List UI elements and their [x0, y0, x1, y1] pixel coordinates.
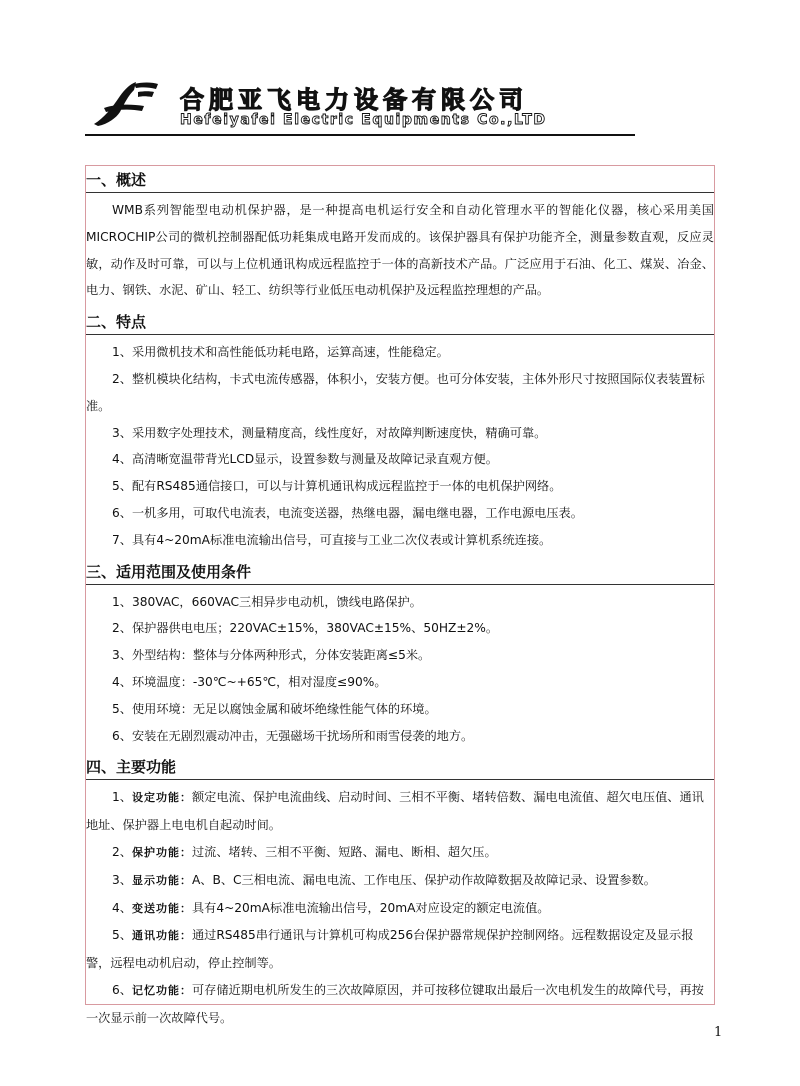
page-number: 1	[714, 1025, 723, 1040]
function-item	[86, 839, 714, 867]
function-item	[86, 784, 714, 839]
function-keyword: 设定功能：	[131, 791, 192, 805]
function-keyword: 保护功能：	[131, 845, 192, 859]
function-keyword: 显示功能：	[131, 873, 192, 887]
section-title-conditions: 三、适用范围及使用条件	[86, 560, 714, 585]
function-number: 2、	[112, 844, 132, 859]
feature-item: 4、高清晰宽温带背光LCD显示，设置参数与测量及故障记录直观方便。	[112, 452, 498, 467]
overview-paragraph: WMB系列智能型电动机保护器，是一种提高电机运行安全和自动化管理水平的智能化仪器，核心采用美国MICROCHIP公司的微机控制器配低功耗集成电路开发而成的。该保护器具有保护功能齐全，测量参数直观，反应灵敏，动作及时可靠，可以与上位机通讯构成远程监控于一体的高新技术产品。广泛应用于石油、化工、煤炭、冶金、电力、钢铁、水泥、矿山、轻工、纺织等行业低压电动机保护及远程监控理想的产品。	[86, 203, 714, 298]
document-body	[86, 168, 714, 1032]
function-text: A、B、C三相电流、漏电电流、工作电压、保护动作故障数据及故障记录、设置参数。	[191, 872, 656, 887]
feature-item: 7、具有4~20mA标准电流输出信号，可直接与工业二次仪表或计算机系统连接。	[112, 532, 552, 547]
condition-item: 5、使用环境：无足以腐蚀金属和破坏绝缘性能气体的环境。	[112, 701, 437, 716]
function-text: 过流、堵转、三相不平衡、短路、漏电、断相、超欠压。	[191, 844, 497, 859]
condition-item: 4、环境温度：-30℃~+65℃，相对湿度≤90%。	[112, 674, 387, 689]
condition-item: 3、外型结构：整体与分体两种形式，分体安装距离≤5米。	[112, 648, 431, 663]
condition-item: 6、安装在无剧烈震动冲击，无强磁场干扰场所和雨雪侵袭的地方。	[112, 728, 474, 743]
function-item	[86, 922, 714, 977]
function-number: 4、	[112, 900, 132, 915]
condition-item: 2、保护器供电电压；220VAC±15%，380VAC±15%、50HZ±2%。	[112, 621, 499, 636]
function-number: 5、	[112, 928, 132, 943]
function-text: 具有4~20mA标准电流输出信号，20mA对应设定的额定电流值。	[191, 900, 550, 915]
feature-item: 3、采用数字处理技术，测量精度高，线性度好，对故障判断速度快，精确可靠。	[112, 425, 547, 440]
feature-item: 1、采用微机技术和高性能低功耗电路，运算高速，性能稳定。	[112, 345, 449, 360]
function-text: 额定电流、保护电流曲线、启动时间、三相不平衡、堵转倍数、漏电电流值、超欠电压值、通讯地址、保护器上电电机自起动时间。	[86, 790, 704, 833]
section-title-functions: 四、主要功能	[86, 755, 714, 780]
function-item	[86, 895, 714, 923]
af-logo-icon	[90, 78, 160, 128]
function-item	[86, 977, 714, 1032]
section-title-features: 二、特点	[86, 310, 714, 335]
function-keyword: 变送功能：	[131, 901, 192, 915]
feature-item: 2、整机模块化结构，卡式电流传感器，体积小，安装方便。也可分体安装，主体外形尺寸按照国际仪表装置标准。	[86, 371, 705, 413]
header-rule	[85, 134, 635, 136]
function-number: 3、	[112, 872, 132, 887]
feature-item: 6、一机多用，可取代电流表，电流变送器，热继电器，漏电继电器，工作电源电压表。	[112, 505, 583, 520]
function-number: 1、	[112, 790, 132, 805]
company-name-en: Hefeiyafei Electric Equipments Co.,LTD	[180, 112, 547, 128]
function-item	[86, 867, 714, 895]
function-text: 通过RS485串行通讯与计算机可构成256台保护器常规保护控制网络。远程数据设定及显示报警，远程电动机启动，停止控制等。	[86, 928, 694, 971]
function-number: 6、	[112, 982, 132, 997]
function-keyword: 记忆功能：	[131, 983, 192, 997]
function-keyword: 通讯功能：	[131, 929, 192, 943]
function-text: 可存储近期电机所发生的三次故障原因，并可按移位键取出最后一次电机发生的故障代号，再按一次显示前一次故障代号。	[86, 982, 704, 1025]
section-title-overview: 一、概述	[86, 168, 714, 193]
company-name-cn: 合肥亚飞电力设备有限公司	[180, 86, 528, 114]
feature-item: 5、配有RS485通信接口，可以与计算机通讯构成远程监控于一体的电机保护网络。	[112, 479, 562, 494]
condition-item: 1、380VAC，660VAC三相异步电动机，馈线电路保护。	[112, 594, 422, 609]
